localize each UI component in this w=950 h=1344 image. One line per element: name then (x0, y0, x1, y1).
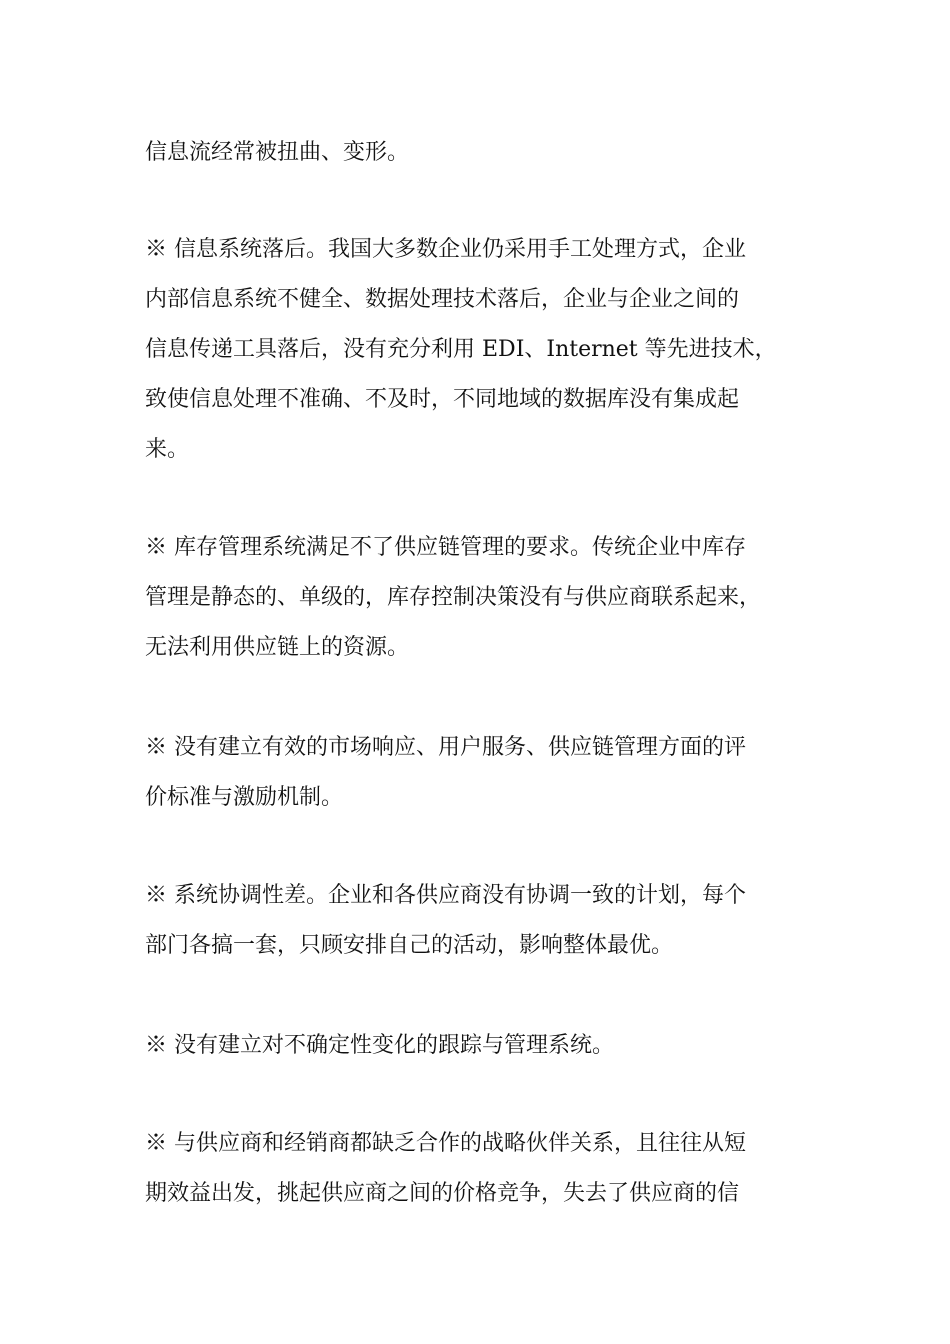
paragraph-5-line-1: ※ 系统协调性差。企业和各供应商没有协调一致的计划，每个 (145, 883, 746, 908)
paragraph-7-line-2: 期效益出发，挑起供应商之间的价格竞争，失去了供应商的信 (145, 1181, 740, 1206)
paragraph-3-line-2: 管理是静态的、单级的，库存控制决策没有与供应商联系起来， (145, 585, 762, 610)
paragraph-2-line-4: 致使信息处理不准确、不及时，不同地域的数据库没有集成起 (145, 387, 740, 412)
paragraph-2-line-2: 内部信息系统不健全、数据处理技术落后，企业与企业之间的 (145, 287, 740, 312)
paragraph-1-line-1: 信息流经常被扭曲、变形。 (145, 140, 410, 165)
paragraph-2-line-5: 来。 (145, 437, 190, 462)
paragraph-7-line-1: ※ 与供应商和经销商都缺乏合作的战略伙伴关系，且往往从短 (145, 1131, 746, 1156)
paragraph-2-line-3: 信息传递工具落后，没有充分利用 EDI、Internet 等先进技术， (145, 337, 777, 362)
paragraph-6-line-1: ※ 没有建立对不确定性变化的跟踪与管理系统。 (145, 1033, 614, 1058)
paragraph-5-line-2: 部门各搞一套，只顾安排自己的活动，影响整体最优。 (145, 933, 674, 958)
paragraph-2-line-1: ※ 信息系统落后。我国大多数企业仍采用手工处理方式，企业 (145, 237, 746, 262)
paragraph-4-line-1: ※ 没有建立有效的市场响应、用户服务、供应链管理方面的评 (145, 735, 746, 760)
paragraph-3-line-3: 无法利用供应链上的资源。 (145, 635, 410, 660)
paragraph-3-line-1: ※ 库存管理系统满足不了供应链管理的要求。传统企业中库存 (145, 535, 746, 560)
paragraph-4-line-2: 价标准与激励机制。 (145, 785, 344, 810)
